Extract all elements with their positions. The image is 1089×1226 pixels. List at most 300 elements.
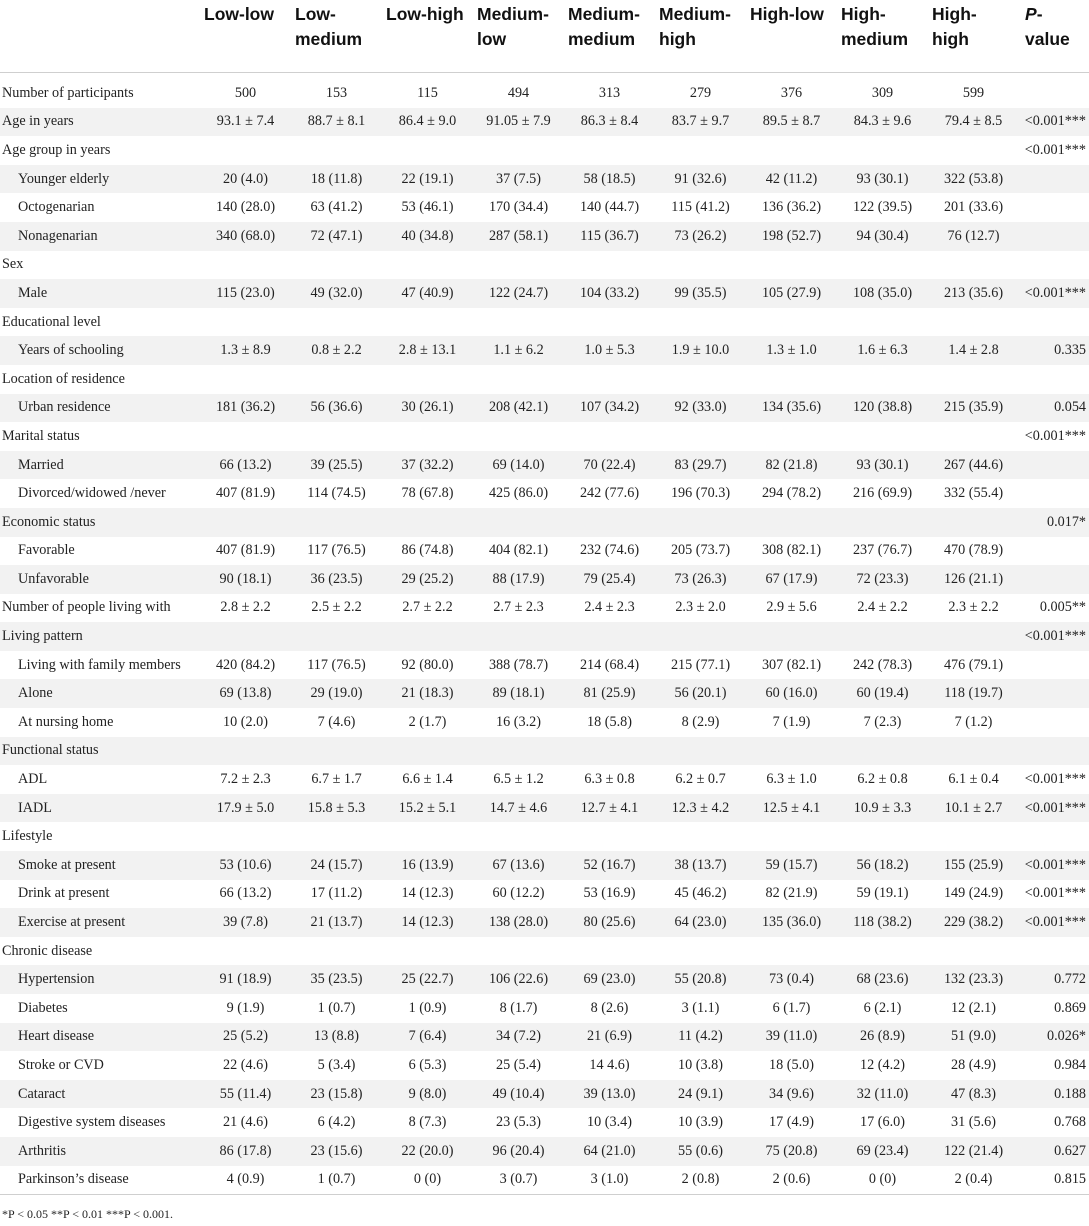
cell-value (746, 422, 837, 451)
cell-value: 42 (11.2) (746, 165, 837, 194)
table-row-category (0, 422, 1089, 451)
cell-value: 135 (36.0) (746, 908, 837, 937)
header-group-low-low (200, 0, 291, 73)
cell-value: 72 (23.3) (837, 565, 928, 594)
cell-value (200, 937, 291, 966)
cell-value: 138 (28.0) (473, 908, 564, 937)
cell-p-value (1019, 679, 1089, 708)
cell-value: 388 (78.7) (488, 656, 549, 673)
row-label: Location of residence (2, 370, 125, 387)
cell-value (655, 822, 746, 851)
table-row-category (0, 308, 1089, 337)
cell-value (837, 622, 928, 651)
cell-value: 12.5 ± 4.1 (746, 794, 837, 823)
cell-value (928, 136, 1019, 165)
cell-value: 170 (34.4) (488, 199, 549, 216)
cell-value: 2.8 ± 13.1 (382, 336, 473, 365)
p-value-header-italic: P (1025, 4, 1037, 24)
cell-p-value (1019, 251, 1089, 280)
row-label: Lifestyle (2, 828, 53, 845)
cell-value: 153 (325, 84, 348, 101)
cell-value (837, 136, 928, 165)
cell-value: 10 (2.0) (223, 713, 268, 730)
cell-value: 55 (11.4) (200, 1080, 291, 1109)
cell-value (200, 136, 291, 165)
table-row-item (0, 880, 1089, 909)
cell-value: 9 (1.9) (226, 999, 265, 1016)
cell-p-value (1019, 479, 1089, 508)
cell-p-value (1019, 451, 1089, 480)
cell-value: 7 (4.6) (317, 713, 356, 730)
header-group-text: medium (841, 29, 909, 49)
cell-value: 3 (1.1) (681, 999, 720, 1016)
cell-value (473, 251, 564, 280)
cell-value: 56 (36.6) (291, 394, 382, 423)
cell-value: 8 (7.3) (408, 1114, 447, 1131)
cell-value: 55 (0.6) (655, 1137, 746, 1166)
cell-value: 14 4.6) (589, 1056, 630, 1073)
cell-value: 17 (4.9) (769, 1114, 814, 1131)
cell-value: 56 (18.2) (837, 851, 928, 880)
table-row-item (0, 1137, 1089, 1166)
row-label: Chronic disease (2, 942, 93, 959)
cell-value: 93 (30.1) (837, 451, 928, 480)
cell-value (746, 308, 837, 337)
cell-value: 78 (67.8) (401, 485, 454, 502)
cell-value (564, 822, 655, 851)
cell-value: 59 (15.7) (746, 851, 837, 880)
cell-value: 2.3 ± 2.0 (675, 599, 726, 616)
cell-value: 0 (0) (837, 1166, 928, 1195)
cell-value (837, 937, 928, 966)
cell-value: 59 (19.1) (856, 885, 909, 902)
cell-value: 26 (8.9) (837, 1023, 928, 1052)
cell-value: 72 (47.1) (291, 222, 382, 251)
table-row-item (0, 394, 1089, 423)
cell-value: 8 (2.6) (590, 999, 629, 1016)
cell-value: 425 (86.0) (488, 485, 549, 502)
cell-value: 10 (3.8) (678, 1056, 723, 1073)
cell-value (564, 251, 655, 280)
cell-value: 105 (27.9) (746, 279, 837, 308)
row-label: Marital status (2, 427, 80, 444)
cell-value: 23 (15.6) (291, 1137, 382, 1166)
table-row-item (0, 851, 1089, 880)
cell-value: 21 (18.3) (382, 679, 473, 708)
cell-value: 8 (2.9) (681, 713, 720, 730)
table-row-category (0, 251, 1089, 280)
cell-value: 407 (81.9) (215, 542, 276, 559)
cell-value: 126 (21.1) (928, 565, 1019, 594)
cell-value (655, 937, 746, 966)
cell-value: 23 (15.8) (291, 1080, 382, 1109)
cell-value: 12 (2.1) (951, 999, 996, 1016)
cell-value: 140 (28.0) (215, 199, 276, 216)
cell-value (382, 251, 473, 280)
cell-value (928, 622, 1019, 651)
cell-value: 0 (0) (382, 1166, 473, 1195)
table-row-category (0, 108, 1089, 137)
cell-value: 115 (41.2) (671, 199, 730, 216)
table-row-category (0, 136, 1089, 165)
cell-p-value: <0.001*** (1024, 771, 1086, 788)
header-group-text: High- (841, 4, 886, 24)
row-label: Sex (2, 256, 24, 273)
cell-value: 70 (22.4) (564, 451, 655, 480)
cell-value: 237 (76.7) (852, 542, 913, 559)
cell-value (382, 937, 473, 966)
header-group-text: Medium- (659, 4, 731, 24)
cell-value: 2 (1.7) (408, 713, 447, 730)
cell-value: 86.3 ± 8.4 (564, 108, 655, 137)
cell-value: 232 (74.6) (579, 542, 640, 559)
row-label: ADL (18, 771, 48, 788)
cell-value (564, 937, 655, 966)
cell-value: 34 (7.2) (473, 1023, 564, 1052)
cell-value (291, 937, 382, 966)
row-label: Digestive system diseases (18, 1114, 166, 1131)
table-row-item (0, 279, 1089, 308)
cell-value (837, 308, 928, 337)
cell-value (200, 508, 291, 537)
cell-value (746, 508, 837, 537)
cell-value (564, 622, 655, 651)
cell-value: 84.3 ± 9.6 (837, 108, 928, 137)
cell-value: 2.4 ± 2.2 (857, 599, 908, 616)
cell-value: 201 (33.6) (943, 199, 1004, 216)
cell-value: 340 (68.0) (200, 222, 291, 251)
cell-p-value: 0.005** (1039, 599, 1086, 616)
row-label: Diabetes (18, 999, 68, 1016)
cell-value (473, 737, 564, 766)
cell-value: 79 (25.4) (564, 565, 655, 594)
cell-p-value: 0.335 (1019, 336, 1089, 365)
cell-value (746, 365, 837, 394)
cell-value: 476 (79.1) (943, 656, 1004, 673)
cell-value: 92 (33.0) (655, 394, 746, 423)
table-row-item (0, 479, 1089, 508)
table-row-item (0, 794, 1089, 823)
header-group-text: High- (932, 4, 977, 24)
cell-value: 120 (38.8) (837, 394, 928, 423)
cell-value: 2.4 ± 2.3 (584, 599, 635, 616)
cell-value (564, 136, 655, 165)
cell-value (291, 822, 382, 851)
cell-p-value (1019, 308, 1089, 337)
cell-p-value: 0.768 (1054, 1114, 1086, 1131)
cell-p-value (1019, 222, 1089, 251)
cell-value: 51 (9.0) (928, 1023, 1019, 1052)
cell-value: 86.4 ± 9.0 (382, 108, 473, 137)
header-group-text: Low- (295, 4, 336, 24)
cell-value (291, 622, 382, 651)
cell-value: 68 (23.6) (837, 965, 928, 994)
cell-value: 118 (19.7) (928, 679, 1019, 708)
cell-value: 56 (20.1) (655, 679, 746, 708)
table-row-item (0, 336, 1089, 365)
cell-value: 104 (33.2) (564, 279, 655, 308)
cell-value (837, 737, 928, 766)
row-label: Heart disease (0, 1023, 200, 1052)
cell-value (837, 365, 928, 394)
cell-value: 10 (3.9) (678, 1114, 723, 1131)
cell-value: 3 (1.0) (564, 1166, 655, 1195)
cell-value: 6.5 ± 1.2 (493, 771, 544, 788)
cell-value (928, 822, 1019, 851)
cell-value (200, 251, 291, 280)
cell-value: 494 (507, 84, 530, 101)
cell-value (200, 308, 291, 337)
row-label: Married (0, 451, 200, 480)
cell-value: 81 (25.9) (564, 679, 655, 708)
cell-value: 39 (25.5) (291, 451, 382, 480)
cell-value: 45 (46.2) (674, 885, 727, 902)
cell-value: 82 (21.9) (765, 885, 818, 902)
cell-value: 2.7 ± 2.3 (493, 599, 544, 616)
cell-value: 52 (16.7) (564, 851, 655, 880)
row-label: Smoke at present (0, 851, 200, 880)
cell-p-value: 0.627 (1019, 1137, 1089, 1166)
cell-value: 49 (10.4) (473, 1080, 564, 1109)
cell-value: 18 (5.8) (587, 713, 632, 730)
cell-value: 30 (26.1) (382, 394, 473, 423)
header-group-text: high (659, 29, 696, 49)
cell-value: 2 (0.4) (928, 1166, 1019, 1195)
cell-value: 28 (4.9) (951, 1056, 996, 1073)
cell-value: 7.2 ± 2.3 (220, 771, 271, 788)
cell-value (473, 422, 564, 451)
header-label-column (0, 0, 200, 73)
cell-value: 6.7 ± 1.7 (311, 771, 362, 788)
row-label: Unfavorable (0, 565, 200, 594)
cell-value: 309 (871, 84, 894, 101)
cell-value: 12.7 ± 4.1 (564, 794, 655, 823)
cell-value: 38 (13.7) (655, 851, 746, 880)
cell-value (928, 508, 1019, 537)
cell-value: 60 (12.2) (492, 885, 545, 902)
cell-value: 1 (0.7) (317, 999, 356, 1016)
table-row-item (0, 193, 1089, 222)
cell-value: 294 (78.2) (761, 485, 822, 502)
cell-value (564, 737, 655, 766)
cell-value: 69 (13.8) (200, 679, 291, 708)
cell-value: 2.8 ± 2.2 (220, 599, 271, 616)
cell-p-value (1019, 73, 1089, 108)
cell-value (746, 251, 837, 280)
row-label: Living pattern (0, 622, 200, 651)
cell-value: 2 (0.8) (655, 1166, 746, 1195)
cell-value: 53 (46.1) (401, 199, 454, 216)
cell-value: 64 (21.0) (564, 1137, 655, 1166)
cell-value (655, 737, 746, 766)
header-group-text: Medium- (477, 4, 549, 24)
header-group-high-high (928, 0, 1019, 73)
cell-value (382, 622, 473, 651)
cell-value: 599 (962, 84, 985, 101)
table-header (0, 0, 1089, 73)
cell-value (655, 365, 746, 394)
row-label: Arthritis (0, 1137, 200, 1166)
cell-value: 73 (26.2) (655, 222, 746, 251)
cell-value: 39 (7.8) (200, 908, 291, 937)
cell-value: 216 (69.9) (852, 485, 913, 502)
cell-value (291, 308, 382, 337)
row-label: Age in years (0, 108, 200, 137)
cell-p-value: 0.026* (1019, 1023, 1089, 1052)
cell-value (382, 737, 473, 766)
cell-p-value: 0.772 (1019, 965, 1089, 994)
cell-value: 332 (55.4) (943, 485, 1004, 502)
cell-value: 22 (20.0) (382, 1137, 473, 1166)
table-row-category (0, 594, 1089, 623)
cell-value (473, 622, 564, 651)
cell-value: 208 (42.1) (473, 394, 564, 423)
cell-value (473, 136, 564, 165)
cell-value: 2.7 ± 2.2 (402, 599, 453, 616)
cell-value: 99 (35.5) (655, 279, 746, 308)
cell-value: 93.1 ± 7.4 (200, 108, 291, 137)
cell-value: 6 (5.3) (408, 1056, 447, 1073)
header-group-medium-high (655, 0, 746, 73)
header-group-high-low (746, 0, 837, 73)
cell-value: 17 (11.2) (310, 885, 363, 902)
cell-p-value: <0.001*** (1019, 908, 1089, 937)
cell-value: 73 (0.4) (746, 965, 837, 994)
cell-value: 25 (5.2) (200, 1023, 291, 1052)
cell-value: 10 (3.4) (587, 1114, 632, 1131)
cell-value: 7 (6.4) (382, 1023, 473, 1052)
cell-p-value: 0.815 (1019, 1166, 1089, 1195)
table-row-item (0, 994, 1089, 1023)
cell-value: 1.9 ± 10.0 (655, 336, 746, 365)
table-row-category (0, 508, 1089, 537)
cell-value: 53 (10.6) (200, 851, 291, 880)
cell-value: 34 (9.6) (746, 1080, 837, 1109)
cell-value: 91.05 ± 7.9 (473, 108, 564, 137)
table-row-item (0, 1051, 1089, 1080)
cell-value: 21 (13.7) (291, 908, 382, 937)
cell-value: 47 (40.9) (382, 279, 473, 308)
cell-p-value: 0.054 (1019, 394, 1089, 423)
cell-value (291, 365, 382, 394)
cell-value (928, 422, 1019, 451)
cell-p-value (1019, 365, 1089, 394)
cell-value: 39 (11.0) (746, 1023, 837, 1052)
header-group-text: medium (295, 29, 363, 49)
cell-value: 91 (32.6) (655, 165, 746, 194)
cell-value (746, 822, 837, 851)
cell-value (746, 622, 837, 651)
cell-value (655, 508, 746, 537)
cell-value: 12.3 ± 4.2 (655, 794, 746, 823)
cell-p-value (1019, 193, 1089, 222)
table-footnote: *P < 0.05 **P < 0.01 ***P < 0.001. (2, 1207, 173, 1221)
cell-value: 60 (16.0) (746, 679, 837, 708)
cell-value (291, 737, 382, 766)
header-group-medium-low (473, 0, 564, 73)
cell-value: 6 (1.7) (772, 999, 811, 1016)
cell-value: 18 (11.8) (291, 165, 382, 194)
cell-p-value: 0.017* (1019, 508, 1089, 537)
header-group-low-high (382, 0, 473, 73)
cell-value: 420 (84.2) (215, 656, 276, 673)
cell-value: 213 (35.6) (928, 279, 1019, 308)
cell-value: 1 (0.7) (291, 1166, 382, 1195)
cell-p-value: 0.984 (1054, 1056, 1086, 1073)
table-row-item (0, 965, 1089, 994)
cell-value: 7 (1.9) (772, 713, 811, 730)
cell-value: 60 (19.4) (837, 679, 928, 708)
header-group-low-medium (291, 0, 382, 73)
row-label: Age group in years (2, 141, 111, 158)
cell-value: 94 (30.4) (837, 222, 928, 251)
cell-p-value: 0.188 (1019, 1080, 1089, 1109)
cell-value: 376 (780, 84, 803, 101)
row-label: IADL (0, 794, 200, 823)
cell-p-value: <0.001*** (1024, 427, 1086, 444)
cell-value: 181 (36.2) (200, 394, 291, 423)
header-group-text: Low-low (204, 4, 274, 24)
cell-value (291, 251, 382, 280)
cell-value: 63 (41.2) (310, 199, 363, 216)
cell-value: 2.9 ± 5.6 (766, 599, 817, 616)
cell-value: 21 (6.9) (564, 1023, 655, 1052)
header-group-text: Medium- (568, 4, 640, 24)
table-row-item (0, 565, 1089, 594)
table-row-category (0, 365, 1089, 394)
cell-p-value: <0.001*** (1019, 851, 1089, 880)
row-label: Hypertension (0, 965, 200, 994)
cell-value: 20 (4.0) (200, 165, 291, 194)
table-row-category (0, 622, 1089, 651)
cell-p-value (1019, 651, 1089, 680)
cell-value: 24 (9.1) (655, 1080, 746, 1109)
cell-value: 37 (32.2) (382, 451, 473, 480)
cell-value: 11 (4.2) (655, 1023, 746, 1052)
cell-value: 6.1 ± 0.4 (948, 771, 999, 788)
cell-value: 29 (19.0) (291, 679, 382, 708)
table-row-item (0, 537, 1089, 566)
header-row (0, 0, 1089, 73)
cell-value: 2 (0.6) (746, 1166, 837, 1195)
cell-value: 14 (12.3) (401, 885, 454, 902)
cell-value (382, 136, 473, 165)
table-row-item (0, 451, 1089, 480)
cell-value (564, 508, 655, 537)
cell-value: 313 (598, 84, 621, 101)
cell-value: 69 (14.0) (473, 451, 564, 480)
cell-value: 83 (29.7) (655, 451, 746, 480)
table-row-item (0, 1023, 1089, 1052)
cell-value: 122 (21.4) (928, 1137, 1019, 1166)
cell-value (928, 737, 1019, 766)
cell-value: 6.6 ± 1.4 (402, 771, 453, 788)
cell-value: 96 (20.4) (473, 1137, 564, 1166)
table-row-item (0, 1166, 1089, 1195)
cell-value: 215 (77.1) (670, 656, 731, 673)
cell-p-value: <0.001*** (1019, 622, 1089, 651)
cell-value: 37 (7.5) (473, 165, 564, 194)
cell-p-value (1019, 822, 1089, 851)
cell-value: 470 (78.9) (943, 542, 1004, 559)
cell-value: 106 (22.6) (473, 965, 564, 994)
cell-value: 23 (5.3) (496, 1114, 541, 1131)
cell-value: 80 (25.6) (564, 908, 655, 937)
row-label: Functional status (0, 737, 200, 766)
cell-value: 1.4 ± 2.8 (928, 336, 1019, 365)
cell-value: 9 (8.0) (382, 1080, 473, 1109)
table-row-category (0, 822, 1089, 851)
